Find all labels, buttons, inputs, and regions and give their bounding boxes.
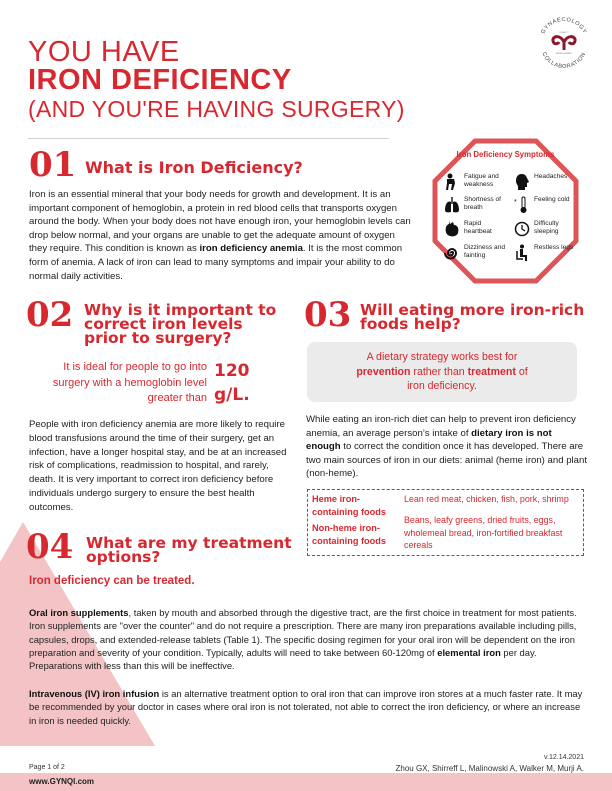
version-label: v.12.14.2021	[544, 754, 584, 761]
non-heme-label: Non-heme iron-containing foods	[312, 523, 387, 546]
spiral-icon	[444, 244, 460, 262]
symptom-breath: Shortness of breath	[444, 196, 506, 214]
title-line-2: IRON DEFICIENCY	[28, 64, 292, 96]
section-4-title: What are my treatment options?	[86, 534, 292, 566]
heme-label: Heme iron-containing foods	[312, 494, 387, 517]
section-4-subtitle: Iron deficiency can be treated.	[29, 575, 195, 587]
oral-iron-paragraph: Oral iron supplements, taken by mouth and absorbed through the digestive tract, are the first choice in treatment for most patients. Iron supplements are "over the counter" and do not require a prescription. There are many iron preparations available including pills, capsules, drops, and extended-release tablets (Table 1). The specific dosing regimen for your oral iron will be dependent on the iron preparation and severity of your condition. Typically, adults will need to take between 60-120mg of elemental iron per day. Preparations with less than this will be ineffective.	[29, 607, 577, 672]
section-2-title: Why is it important to correct iron levels prior to surgery?	[84, 301, 277, 347]
gynqi-logo	[533, 12, 595, 74]
hemoglobin-target-value: 120 g/L.	[214, 361, 250, 405]
clock-icon	[514, 220, 530, 238]
svg-text:QUALITY: QUALITY	[559, 32, 569, 34]
hemoglobin-callout-text: It is ideal for people to go into surgery with a hemoglobin level greater than	[52, 361, 207, 404]
section-3-title: Will eating more iron-rich foods help?	[360, 301, 585, 333]
symptoms-title: Iron Deficiency Symptoms	[456, 150, 555, 159]
svg-text:GYNAECOLOGY: GYNAECOLOGY	[540, 16, 588, 35]
symptom-heartbeat: Rapid heartbeat	[444, 220, 506, 238]
title-line-3: (AND YOU'RE HAVING SURGERY)	[28, 96, 405, 122]
thermometer-icon	[514, 196, 530, 214]
lungs-icon	[444, 196, 460, 214]
section-1-body: Iron is an essential mineral that your body needs for growth and development. It is an important component of hemoglobin, a protein in red blood cells that transports oxygen around the body. When your body does not have enough iron, your hemoglobin levels can drop below normal, and your organs are unable to get the adequate amount of oxygen they require. This condition is known as iron deficiency anemia. It is the most common form of anemia. A lack of iron can lead to many symptoms and impair your ability to do normal daily activities.	[29, 189, 411, 282]
section-1-title: What is Iron Deficiency?	[85, 158, 303, 177]
iron-foods-table	[307, 489, 584, 556]
symptom-dizziness: Dizziness and fainting	[444, 244, 506, 262]
seated-person-icon	[514, 244, 530, 262]
authors-label: Zhou GX, Shirreff L, Malinowski A, Walker M, Murji A.	[395, 764, 584, 773]
svg-text:IMPROVEMENT: IMPROVEMENT	[555, 53, 573, 55]
symptom-headaches: Headaches	[514, 173, 574, 191]
section-3-body: While eating an iron-rich diet can help to prevent iron deficiency anemia, an average person’s intake of dietary iron is not enough to correct the condition once it has developed. There are two main sources of iron in our diets: animal (heme iron) and plant (non-heme).	[306, 414, 588, 480]
section-3-number: 03	[304, 295, 352, 335]
symptom-cold: * Feeling cold	[514, 196, 574, 214]
symptom-fatigue: Fatigue and weakness	[444, 173, 506, 191]
section-1-number: 01	[29, 145, 77, 185]
non-heme-foods: Beans, leafy greens, dried fruits, eggs, wholemeal bread, iron-fortified breakfast cereals	[404, 515, 563, 550]
heme-foods: Lean red meat, chicken, fish, pork, shrimp	[404, 494, 569, 504]
svg-text:COLLABORATION: COLLABORATION	[540, 51, 588, 71]
head-icon	[514, 173, 530, 191]
section-2-body: People with iron deficiency anemia are more likely to require blood transfusions around the time of their surgery, get an infection, have a longer hospital stay, and be at an increased risk of complications, readmission to hospital, and rarely, death. It is very important to correct iron deficiency before individuals undergo surgery to ensure the best health outcomes.	[29, 419, 287, 513]
website-link[interactable]: www.GYNQI.com	[29, 777, 95, 786]
svg-text:*: *	[514, 199, 517, 206]
symptom-restless-legs: Restless legs	[514, 244, 574, 262]
symptom-sleeping: Difficulty sleeping	[514, 220, 574, 238]
title-line-1: YOU HAVE	[28, 36, 180, 68]
section-4-number: 04	[26, 527, 74, 567]
dietary-callout: A dietary strategy works best for prevention rather than treatment of iron deficiency.	[307, 342, 577, 402]
header-divider	[28, 138, 389, 139]
fatigue-icon	[444, 173, 460, 191]
iv-iron-paragraph: Intravenous (IV) iron infusion is an alternative treatment option to oral iron that can improve iron stores at a much faster rate. It may be recommended by your doctor in cases where oral iron is not tolerated, not able to correct the iron deficiency, or where an increase in iron is needed quickly.	[29, 688, 583, 726]
heart-icon	[444, 220, 460, 238]
page-number: Page 1 of 2	[29, 764, 65, 771]
section-2-number: 02	[26, 295, 74, 335]
